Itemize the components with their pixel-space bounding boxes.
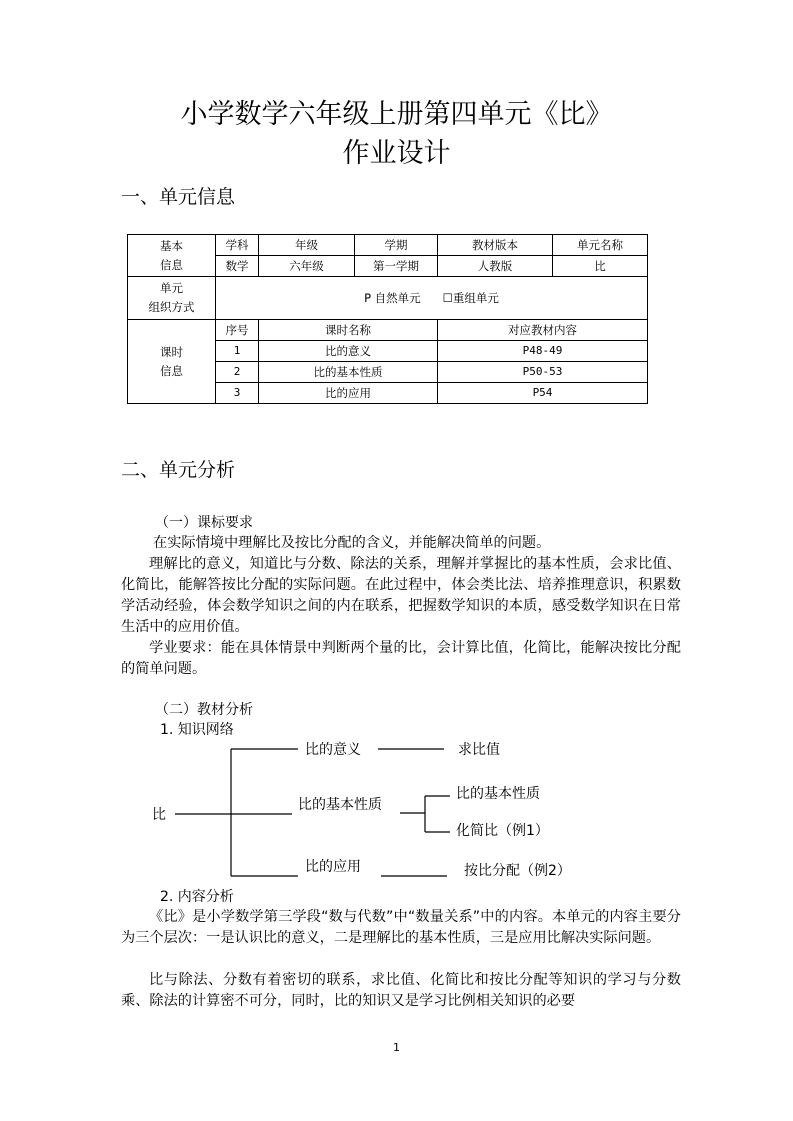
subheading-content-analysis: 2. 内容分析 (160, 889, 234, 905)
org-label: 单元 组织方式 (128, 277, 216, 320)
document-subtitle: 作业设计 (342, 138, 451, 169)
header-unit-name: 单元名称 (553, 235, 648, 256)
network-root: 比 (152, 807, 166, 823)
lesson-pages: P48-49 (438, 341, 648, 362)
lesson-name: 比的意义 (259, 341, 438, 362)
subheading-knowledge-network: 1. 知识网络 (160, 722, 234, 738)
org-value: P 自然单元 ☐重组单元 (216, 277, 648, 320)
network-branch-property: 比的基本性质 (298, 797, 382, 813)
section-heading-unit-info: 一、单元信息 (121, 186, 236, 208)
page-number: 1 (393, 1041, 400, 1054)
lesson-name: 比的基本性质 (259, 362, 438, 383)
header-lesson-pages: 对应教材内容 (438, 320, 648, 341)
paragraph-standards-2: 理解比的意义，知道比与分数、除法的关系，理解并掌握比的基本性质，会求比值、化简比，能解答按比分配的实际问题。在此过程中，体会类比法、培养推理意识，积累数学活动经验，体会数学知识之间的内在联系，把握数学知识的本质，感受数学知识在日常生活中的应用价值。 (121, 556, 681, 635)
lesson-info-label: 课时 信息 (128, 320, 216, 404)
lesson-pages: P50-53 (438, 362, 648, 383)
document-title: 小学数学六年级上册第四单元《比》 (180, 99, 613, 130)
network-branch-meaning: 比的意义 (305, 742, 361, 758)
network-leaf-simplify: 化简比（例1） (456, 823, 549, 839)
value-subject: 数学 (216, 256, 259, 277)
value-term: 第一学期 (355, 256, 438, 277)
subheading-standards: （一）课标要求 (155, 515, 253, 531)
paragraph-content-analysis-1: 《比》是小学数学第三学段“数与代数”中“数量关系”中的内容。本单元的内容主要分为三个层次：一是认识比的意义，二是理解比的基本性质，三是应用比解决实际问题。 (121, 909, 681, 946)
network-branch-application: 比的应用 (305, 859, 361, 875)
header-edition: 教材版本 (438, 235, 553, 256)
header-grade: 年级 (259, 235, 355, 256)
header-lesson-name: 课时名称 (259, 320, 438, 341)
basic-info-label: 基本 信息 (128, 235, 216, 277)
lesson-pages: P54 (438, 383, 648, 404)
lesson-no: 3 (216, 383, 259, 404)
header-lesson-no: 序号 (216, 320, 259, 341)
network-leaf-proportional-distribution: 按比分配（例2） (464, 863, 571, 879)
lesson-no: 1 (216, 341, 259, 362)
paragraph-standards-1: 在实际情境中理解比及按比分配的含义，并能解决简单的问题。 (153, 535, 551, 551)
section-heading-unit-analysis: 二、单元分析 (121, 459, 236, 481)
network-leaf-property: 比的基本性质 (456, 786, 540, 802)
lesson-no: 2 (216, 362, 259, 383)
paragraph-content-analysis-2: 比与除法、分数有着密切的联系，求比值、化简比和按比分配等知识的学习与分数乘、除法的计算密不可分，同时，比的知识又是学习比例相关知识的必要 (121, 972, 681, 1009)
paragraph-academic-requirements: 学业要求：能在具体情景中判断两个量的比，会计算比值，化简比，能解决按比分配的简单问题。 (121, 640, 681, 677)
network-leaf-ratio-value: 求比值 (458, 742, 500, 758)
value-edition: 人教版 (438, 256, 553, 277)
header-subject: 学科 (216, 235, 259, 256)
header-term: 学期 (355, 235, 438, 256)
value-grade: 六年级 (259, 256, 355, 277)
subheading-textbook-analysis: （二）教材分析 (155, 702, 253, 718)
value-unit-name: 比 (553, 256, 648, 277)
lesson-name: 比的应用 (259, 383, 438, 404)
